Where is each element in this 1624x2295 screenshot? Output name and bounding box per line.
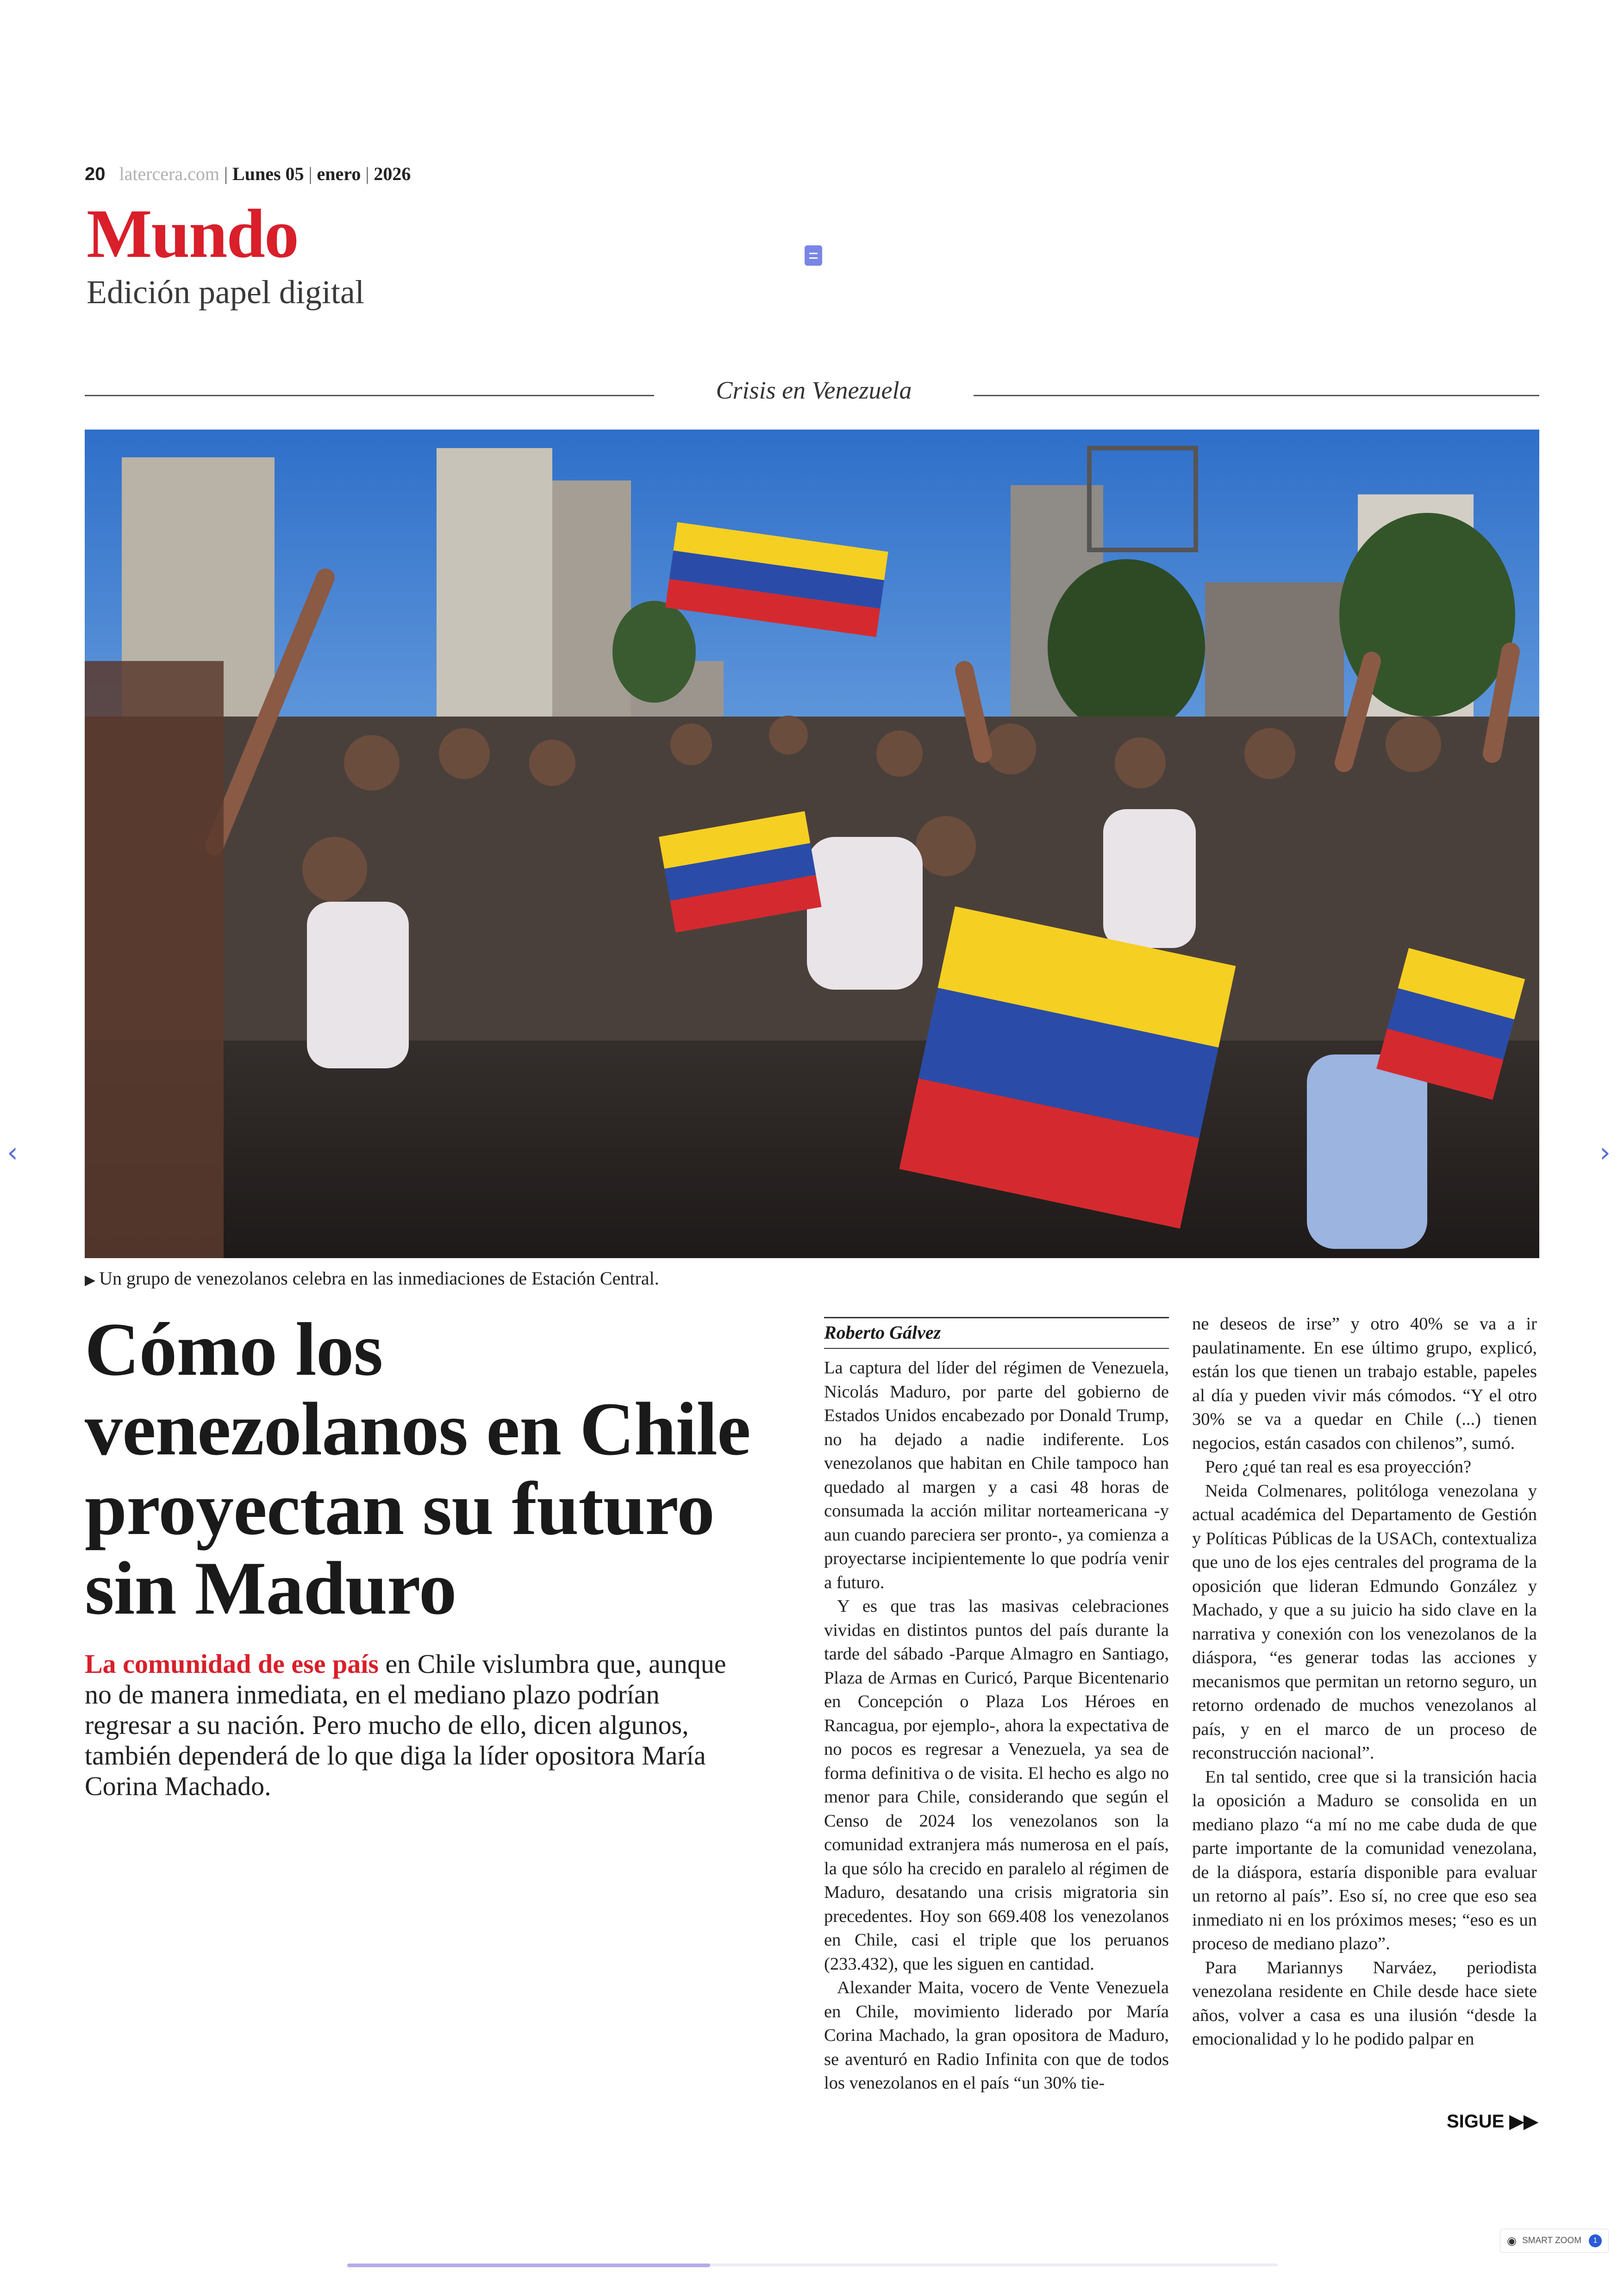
next-page-chevron-icon[interactable]: › — [1599, 1136, 1611, 1169]
date-day: Lunes 05 — [232, 163, 304, 184]
note-icon[interactable] — [805, 245, 822, 266]
eye-icon: ◉ — [1507, 2234, 1517, 2247]
dek-lead: La comunidad de ese país — [85, 1649, 379, 1679]
date-year: 2026 — [374, 163, 411, 184]
date-month: enero — [317, 163, 361, 184]
continue-label[interactable]: SIGUE ▶▶ — [1447, 2111, 1538, 2132]
caption-triangle-icon: ▶ — [85, 1272, 96, 1288]
article-headline: Cómo los venezolanos en Chile proyectan su futuro sin Maduro — [85, 1308, 750, 1630]
edition-label: Edición papel digital — [87, 274, 364, 311]
dek-text: en Chile vislumbra que, aunque no de manera inmediata, en el mediano plazo podrían regresar a su nación. Pero mucho de ello, dicen algunos, también dependerá de lo que diga la líder opositora María Corina Machado. — [85, 1649, 726, 1801]
smart-zoom-button[interactable] — [1500, 2229, 1609, 2253]
kicker: Crisis en Venezuela — [716, 376, 912, 404]
byline-rule-top — [824, 1317, 1169, 1318]
body-paragraph: Alexander Maita, vocero de Vente Venezuela en Chile, movimiento liderado por María Corina Machado, la gran opositora de Maduro, se aventuró en Radio Infinita con que de todos los venezolanos en el país “un 30% tie- — [824, 1978, 1169, 2093]
body-paragraph: ne deseos de irse” y otro 40% se va a ir paulatinamente. En ese último grupo, explicó, están los que tienen un trabajo estable, papeles al día y pueden vivir más cómodos. “Y el otro 30% se va a quedar en Chile (...) tienen negocios, están casados con chilenos”, sumó. — [1192, 1314, 1537, 1453]
body-paragraph: La captura del líder del régimen de Venezuela, Nicolás Maduro, por parte del gobierno de Estados Unidos encabezado por Donald Trump, no ha dejado a nadie indiferente. Los venezolanos que habitan en Chile tampoco han quedado al margen y a casi 48 horas de consumada la acción militar norteamericana -y aun cuando pareciera ser pronto-, ya comienza a proyectarse incipientemente lo que podría venir a futuro. — [824, 1358, 1169, 1592]
kicker-rule-right — [974, 395, 1539, 396]
body-column-2 — [1192, 1312, 1537, 2052]
photo-caption — [85, 1267, 659, 1289]
body-paragraph: Neida Colmenares, politóloga venezolana y actual académica del Departamento de Gestión y Políticas Públicas de la USACh, contextualiza que uno de los ejes centrales del programa de la oposición que lideran Edmundo González y Machado, y que a su juicio ha sido clave en la narrativa y conexión con los venezolanos de la diáspora, “es generar todas las acciones y mecanismos que permitan un retorno seguro, un retorno ordenado de muchos venezolanos al país, y en el marco de un proceso de reconstrucción nacional”. — [1192, 1481, 1537, 1763]
crowd-photo-illustration — [85, 430, 1539, 1258]
byline: Roberto Gálvez — [824, 1322, 941, 1343]
smart-zoom-label: SMART ZOOM — [1522, 2236, 1582, 2245]
prev-page-chevron-icon[interactable]: ‹ — [7, 1136, 18, 1169]
caption-text: Un grupo de venezolanos celebra en las inmediaciones de Estación Central. — [99, 1268, 659, 1289]
section-title: Mundo — [87, 195, 298, 272]
site-name: latercera.com — [119, 163, 220, 184]
masthead: 20 latercera.com | Lunes 05 | enero | 2026 — [85, 163, 411, 184]
article-photo — [85, 430, 1539, 1258]
body-column-1 — [824, 1356, 1169, 2095]
body-paragraph: Y es que tras las masivas celebraciones vividas en distintos puntos del país durante la tarde del sábado -Parque Almagro en Santiago, Plaza de Armas en Curicó, Parque Bicentenario en Concepción o Plaza Los Héroes en Rancagua, por ejemplo-, ahora la expectativa de no pocos es regresar a Venezuela, ya sea de forma definitiva o de visita. El hecho es algo no menor para Chile, considerando que según el Censo de 2024 los venezolanos son la comunidad extranjera más numerosa en el país, la que sólo ha crecido en paralelo al régimen de Maduro, desatando una crisis migratoria sin precedentes. Hoy son 669.408 los venezolanos en Chile, casi el triple que los peruanos (233.432), que les siguen en cantidad. — [824, 1597, 1169, 1974]
body-paragraph: En tal sentido, cree que si la transición hacia la oposición a Maduro se consolida en un mediano plazo “a mí no me cabe duda de que parte importante de la comunidad venezolana, de la diáspora, estaría disponible para evaluar un retorno al país”. Eso sí, no cree que eso sea inmediato ni en los próximos meses; “eso es un proceso de mediano plazo”. — [1192, 1767, 1537, 1953]
kicker-rule-left — [85, 395, 654, 396]
body-paragraph: Pero ¿qué tan real es esa proyección? — [1205, 1457, 1472, 1477]
byline-rule-bottom — [824, 1348, 1169, 1349]
article-dek — [85, 1649, 742, 1802]
smart-zoom-count: 1 — [1589, 2234, 1602, 2247]
reading-progress-fill — [347, 2264, 710, 2267]
page-number: 20 — [85, 164, 106, 184]
body-paragraph: Para Mariannys Narváez, periodista venezolana residente en Chile desde hace siete años, volver a casa es una ilusión “desde la emocionalidad y lo he podido palpar en — [1192, 1958, 1537, 2049]
